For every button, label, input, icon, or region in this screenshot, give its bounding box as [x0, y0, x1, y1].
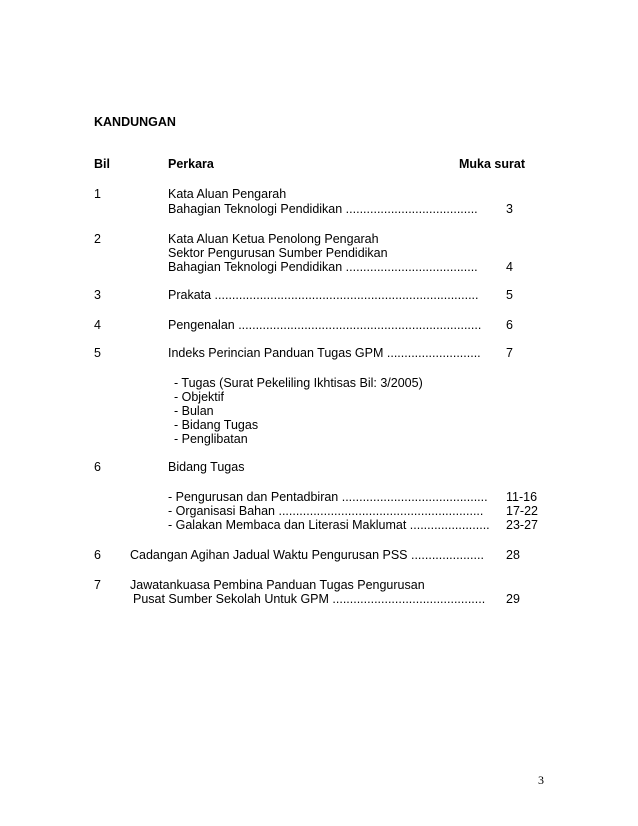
- sub-item: - Pengurusan dan Pentadbiran ..........................................: [168, 490, 488, 504]
- entry-page-number: 29: [506, 592, 520, 606]
- entry-number: 5: [94, 346, 101, 360]
- toc-heading: KANDUNGAN: [94, 115, 176, 129]
- column-header-muka-surat: Muka surat: [459, 157, 525, 171]
- entry-title-line: Pengenalan ......................................................................: [168, 318, 482, 332]
- entry-page-number: 4: [506, 260, 513, 274]
- entry-number: 6: [94, 460, 101, 474]
- sub-item-page-number: 11-16: [506, 490, 538, 504]
- entry-number: 1: [94, 187, 101, 201]
- page-number: 3: [538, 773, 544, 787]
- entry-number: 3: [94, 288, 101, 302]
- entry-page-number: 3: [506, 202, 513, 216]
- entry-page-number: 28: [506, 548, 520, 562]
- sub-item: - Penglibatan: [174, 432, 248, 446]
- sub-item-page-number: 17-22: [506, 504, 538, 518]
- sub-item-page-number: 23-27: [506, 518, 538, 532]
- sub-item: - Bulan: [174, 404, 214, 418]
- sub-item: - Tugas (Surat Pekeliling Ikhtisas Bil: 3/2005): [174, 376, 423, 390]
- entry-title-line: Kata Aluan Ketua Penolong Pengarah: [168, 232, 379, 246]
- entry-title-line: Indeks Perincian Panduan Tugas GPM ...........................: [168, 346, 481, 360]
- entry-title-line: Kata Aluan Pengarah: [168, 187, 287, 201]
- entry-title-line: Jawatankuasa Pembina Panduan Tugas Pengurusan: [130, 578, 425, 592]
- entry-number: 6: [94, 548, 101, 562]
- entry-number: 4: [94, 318, 101, 332]
- column-header-bil: Bil: [94, 157, 110, 171]
- sub-item: - Bidang Tugas: [174, 418, 259, 432]
- entry-number: 2: [94, 232, 101, 246]
- entry-title-line: Sektor Pengurusan Sumber Pendidikan: [168, 246, 388, 260]
- entry-number: 7: [94, 578, 101, 592]
- entry-title-line: Pusat Sumber Sekolah Untuk GPM ............................................: [133, 592, 486, 606]
- entry-title-line: Cadangan Agihan Jadual Waktu Pengurusan PSS .....................: [130, 548, 484, 562]
- entry-page-number: 5: [506, 288, 513, 302]
- column-header-perkara: Perkara: [168, 157, 214, 171]
- entry-title-line: Bahagian Teknologi Pendidikan ......................................: [168, 260, 478, 274]
- sub-item: - Organisasi Bahan ...........................................................: [168, 504, 484, 518]
- entry-page-number: 7: [506, 346, 513, 360]
- entry-title-line: Prakata ............................................................................: [168, 288, 479, 302]
- sub-item: - Objektif: [174, 390, 225, 404]
- entry-title-line: Bidang Tugas: [168, 460, 245, 474]
- sub-item: - Galakan Membaca dan Literasi Maklumat .......................: [168, 518, 490, 532]
- entry-page-number: 6: [506, 318, 513, 332]
- entry-title-line: Bahagian Teknologi Pendidikan ......................................: [168, 202, 478, 216]
